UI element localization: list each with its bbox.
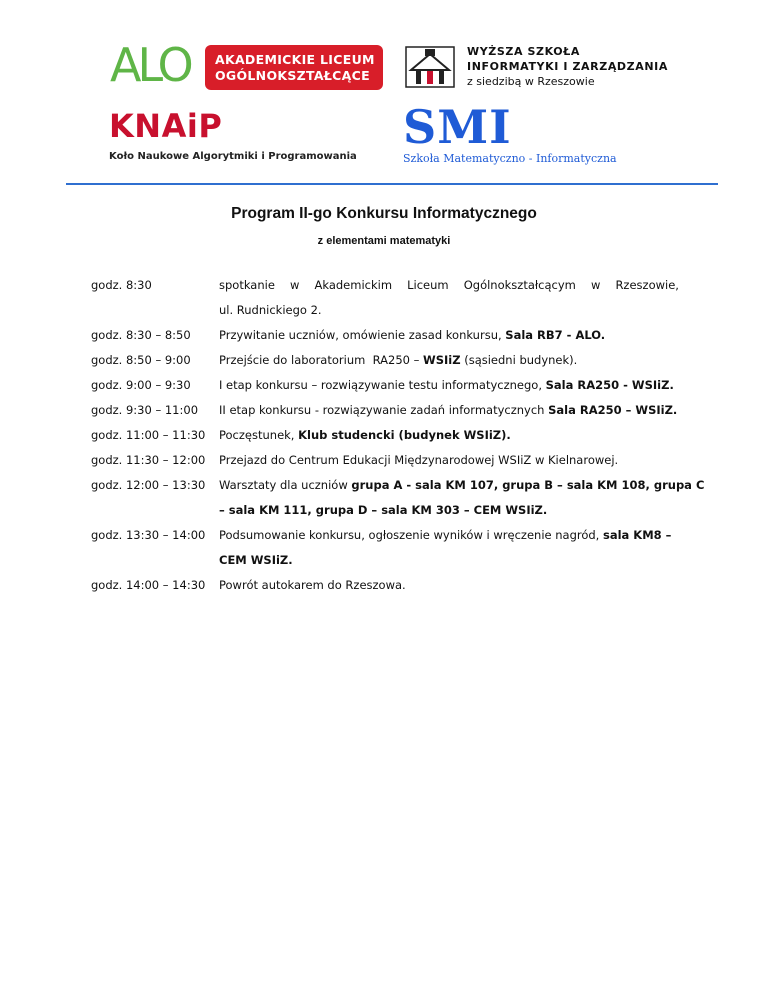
alo-logo-banner bbox=[205, 45, 383, 90]
document-title: Program II-go Konkursu Informatycznego bbox=[231, 205, 537, 222]
schedule-text: Poczęstunek, bbox=[219, 428, 299, 442]
schedule-text: Podsumowanie konkursu, ogłoszenie wyników i wręczenie nagród, bbox=[219, 528, 603, 542]
schedule-word: Rzeszowie, bbox=[615, 278, 679, 292]
schedule-location: Sala RB7 - ALO. bbox=[505, 328, 606, 342]
schedule-time: godz. 9:30 – 11:00 bbox=[91, 403, 199, 417]
wsiiz-logo-line1: WYŻSZA SZKOŁA bbox=[467, 45, 580, 58]
schedule-text: Powrót autokarem do Rzeszowa. bbox=[219, 578, 406, 592]
wsiiz-logo-line2: INFORMATYKI I ZARZĄDZANIA bbox=[467, 60, 668, 73]
schedule-time: godz. 13:30 – 14:00 bbox=[91, 528, 206, 542]
schedule-time: godz. 11:30 – 12:00 bbox=[91, 453, 206, 467]
schedule-text: Warsztaty dla uczniów bbox=[219, 478, 352, 492]
schedule-description bbox=[219, 403, 679, 417]
schedule-location: Sala RA250 - WSIiZ. bbox=[545, 378, 674, 392]
schedule-text: I etap konkursu – rozwiązywanie testu informatycznego, bbox=[219, 378, 546, 392]
knaip-logo-subtitle: Koło Naukowe Algorytmiki i Programowania bbox=[109, 151, 357, 162]
schedule-time: godz. 12:00 – 13:30 bbox=[91, 478, 206, 492]
schedule-text: (sąsiedni budynek). bbox=[460, 353, 578, 367]
alo-logo-line2: OGÓLNOKSZTAŁCĄCE bbox=[215, 68, 370, 83]
schedule-location: CEM WSIiZ. bbox=[219, 553, 293, 567]
wsiiz-logo-text bbox=[467, 44, 668, 89]
smi-logo-mark: SMI bbox=[403, 100, 512, 154]
schedule-text: II etap konkursu - rozwiązywanie zadań informatycznych bbox=[219, 403, 549, 417]
schedule-location: grupa A - sala KM 107, grupa B – sala KM 108, grupa C bbox=[351, 478, 705, 492]
schedule-description bbox=[219, 578, 679, 592]
schedule-word: spotkanie bbox=[219, 278, 275, 292]
schedule-location: – sala KM 111, grupa D – sala KM 303 – CEM WSIiZ. bbox=[219, 503, 548, 517]
schedule-location: Sala RA250 – WSIiZ. bbox=[548, 403, 678, 417]
schedule-description bbox=[219, 378, 679, 392]
schedule-description bbox=[219, 428, 679, 442]
alo-logo-mark: ALO bbox=[110, 38, 190, 92]
smi-logo-subtitle: Szkoła Matematyczno - Informatyczna bbox=[403, 152, 617, 165]
schedule-description bbox=[219, 353, 679, 367]
schedule-word: Akademickim bbox=[314, 278, 393, 292]
schedule-location: Klub studencki (budynek WSIiZ). bbox=[298, 428, 511, 442]
schedule-description bbox=[219, 328, 679, 342]
schedule-word: w bbox=[590, 278, 601, 292]
schedule-time: godz. 8:50 – 9:00 bbox=[91, 353, 191, 367]
schedule-time: godz. 8:30 – 8:50 bbox=[91, 328, 191, 342]
schedule-description-continued bbox=[219, 503, 679, 517]
schedule-time: godz. 8:30 bbox=[91, 278, 152, 292]
schedule-description bbox=[219, 453, 679, 467]
schedule-time: godz. 11:00 – 11:30 bbox=[91, 428, 206, 442]
document-subtitle: z elementami matematyki bbox=[317, 235, 451, 247]
schedule-time: godz. 9:00 – 9:30 bbox=[91, 378, 191, 392]
wsiiz-logo-line3: z siedzibą w Rzeszowie bbox=[467, 75, 595, 88]
schedule-location: sala KM8 – bbox=[603, 528, 672, 542]
schedule-time: godz. 14:00 – 14:30 bbox=[91, 578, 206, 592]
schedule-text: Przejście do laboratorium RA250 – bbox=[219, 353, 424, 367]
schedule-description-continued bbox=[219, 553, 679, 567]
schedule-word: w bbox=[290, 278, 300, 292]
schedule-description bbox=[219, 478, 705, 492]
schedule-text: Przywitanie uczniów, omówienie zasad konkursu, bbox=[219, 328, 506, 342]
schedule-text: Przejazd do Centrum Edukacji Międzynarodowej WSIiZ w Kielnarowej. bbox=[219, 453, 619, 467]
schedule-description bbox=[219, 278, 679, 292]
schedule-description bbox=[219, 528, 679, 542]
schedule-word: Ogólnokształcącym bbox=[463, 278, 576, 292]
header-divider bbox=[66, 183, 718, 185]
knaip-logo-mark: KNAiP bbox=[109, 107, 223, 145]
wsiiz-emblem-icon bbox=[405, 46, 455, 88]
schedule-description-continued: ul. Rudnickiego 2. bbox=[219, 303, 322, 317]
schedule-word: Liceum bbox=[407, 278, 449, 292]
alo-logo-line1: AKADEMICKIE LICEUM bbox=[215, 52, 375, 67]
schedule-location: WSIiZ bbox=[423, 353, 461, 367]
